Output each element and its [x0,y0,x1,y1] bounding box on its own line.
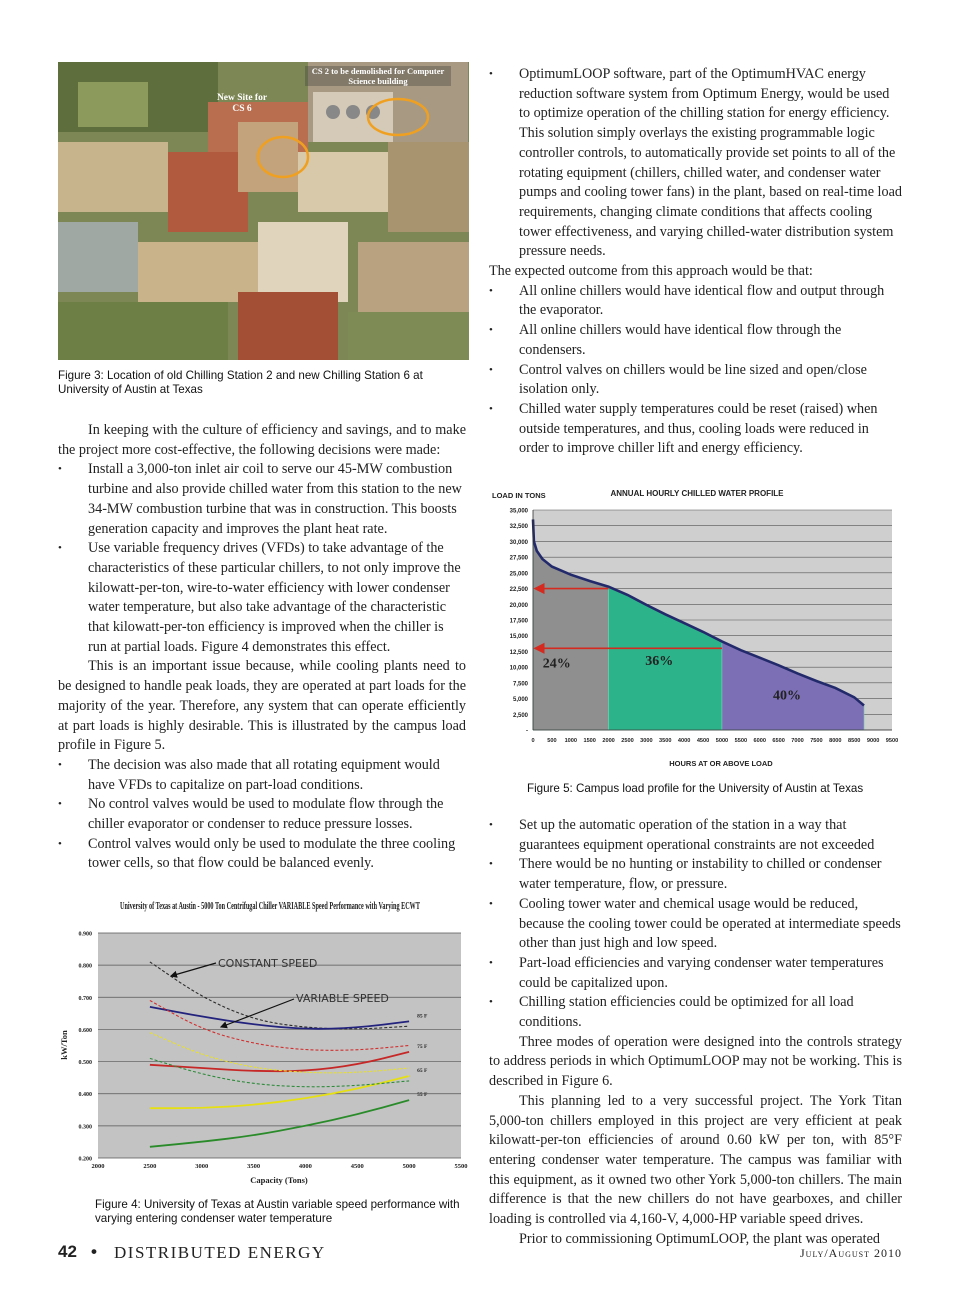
x-tick-label: 5500 [454,1163,468,1170]
decision-list-1 [58,460,466,657]
x-tick-label: 2500 [621,738,634,744]
left-column-text [58,421,466,874]
cs2-overlay-label: CS 2 to be demolished for Computer Science building [305,66,451,86]
x-tick-label: 500 [547,738,557,744]
y-tick-label: 0.700 [78,995,92,1002]
list-item: • Control valves would only be used to modulate the three cooling tower cells, so that flow could be balanced evenly. [58,835,466,874]
x-tick-label: 2000 [91,1163,105,1170]
x-tick-label: 5000 [402,1163,416,1170]
x-tick-label: 3500 [247,1163,261,1170]
figure-5-caption: Figure 5: Campus load profile for the University of Austin at Texas [527,782,864,795]
list-item: • Part-load efficiencies and varying condenser water temperatures could be capitalized upon. [489,954,902,993]
list-item: • Chilling station efficiencies could be optimized for all load conditions. [489,993,902,1032]
x-tick-label: 9000 [866,738,880,744]
chart-title: ANNUAL HOURLY CHILLED WATER PROFILE [610,489,784,498]
magazine-name: DISTRIBUTED ENERGY [114,1243,326,1262]
list-item: • There would be no hunting or instability to chilled or condenser water temperature, flow, or pressure. [489,855,902,894]
x-tick-label: 3000 [195,1163,209,1170]
variable-speed-annotation: VARIABLE SPEED [296,992,389,1005]
series-end-label: 55 F [417,1092,428,1099]
x-tick-label: 4500 [696,738,710,744]
y-tick-label: 12,500 [509,649,528,656]
y-tick-label: 0.200 [78,1156,92,1163]
y-tick-label: 10,000 [509,665,528,672]
y-tick-label: 15,000 [509,634,528,641]
x-tick-label: 7000 [791,738,804,744]
x-tick-label: 2000 [602,738,615,744]
optimum-list [489,65,902,262]
list-item: • OptimumLOOP software, part of the OptimumHVAC energy reduction software system from Optimum Energy, would be used to optimize operation of the chilling station for energy efficiency. This solution simply overlays the existing programmable logic controller controls, to automatically provide set points to all of the rotating equipment (chillers, chilled water, and condenser water pumps and cooling tower fans) in the plant, based on real-time load requirements, changing climate conditions that affects cooling tower effectiveness, and varying chilled-water distribution system pressure needs. [489,65,902,262]
page-number: 42 [58,1242,77,1261]
region-percent-label: 24% [542,656,571,672]
y-tick-label: 22,500 [509,587,528,594]
x-tick-label: 6000 [753,738,766,744]
x-tick-label: 4000 [677,738,691,744]
figure-5-chart [489,482,909,772]
x-tick-label: 5500 [734,738,748,744]
y-axis-label: kW/Ton [59,1030,69,1060]
figure-3-caption: Figure 3: Location of old Chilling Station 2 and new Chilling Station 6 at University of Austin at Texas [58,369,423,396]
chart-title-line-1: University of Texas at Austin - 5000 Ton Centrifugal Chiller VARIABLE Speed Performance with Varying ECWT [120,901,421,912]
list-item: • Control valves on chillers would be line sized and open/close isolation only. [489,361,902,400]
y-tick-label: 7,500 [512,681,528,688]
figure-4-caption: Figure 4: University of Texas at Austin variable speed performance with varying entering condenser water temperature [95,1198,460,1225]
x-tick-label: 4000 [298,1163,312,1170]
list-item: • Cooling tower water and chemical usage would be reduced, because the cooling tower could be operated at intermediate speeds other than just high and low speed. [489,895,902,954]
y-tick-label: 17,500 [509,618,528,625]
right-column-text-top [489,65,902,459]
series-end-label: 75 F [417,1043,428,1050]
x-axis-title: HOURS AT OR ABOVE LOAD [669,759,773,768]
y-tick-label: 0.500 [78,1060,92,1067]
campus-aerial-photo [58,62,469,360]
y-tick-label: 2,500 [512,712,528,719]
x-tick-label: 8500 [847,738,861,744]
x-tick-label: 4500 [350,1163,364,1170]
list-item: • The decision was also made that all rotating equipment would have VFDs to capitalize on part-load conditions. [58,756,466,795]
y-tick-label: 35,000 [509,508,528,515]
chiller-performance-chart [58,893,472,1188]
x-tick-label: 8000 [829,738,842,744]
list-item: • Use variable frequency drives (VFDs) to take advantage of the characteristics of these particular chillers, to not only improve the kilowatt-per-ton, wire-to-water efficiency with lower condenser water temperature, but also take advantage of the characteristic that kilowatt-per-ton efficiency is improved when the chiller is run at partial loads. Figure 4 demonstrates this effect. [58,539,466,657]
x-tick-label: 6500 [772,738,785,744]
y-tick-label: 27,500 [509,555,528,562]
right-column-text-bottom [489,816,902,1249]
outcome-list [489,282,902,459]
list-item: • All online chillers would have identical flow and output through the evaporator. [489,282,902,321]
paragraph: This planning led to a very successful project. The York Titan 5,000-ton chillers employed in this project are very efficient at peak kilowatt-per-ton efficiencies of around 0.60 kW per ton, with 85°F entering condenser water temperature. The campus was familiar with this equipment, as it owned two other York 5,000-ton chillers. The main difference is that the new chillers do not have gearboxes, and chiller loading is controlled via 4,160-V, 4,000-HP variable speed drives. [489,1092,902,1228]
paragraph: The expected outcome from this approach would be that: [489,263,813,280]
y-tick-label: 0.400 [78,1092,92,1099]
paragraph: In keeping with the culture of efficiency and savings, and to make the project more cost-effective, the following decisions were made: [58,422,466,458]
series-end-label: 85 F [417,1013,428,1020]
constant-speed-annotation: CONSTANT SPEED [218,957,318,970]
paragraph: Three modes of operation were designed into the controls strategy to address periods in which OptimumLOOP may not be working. This is described in Figure 6. [489,1033,902,1090]
y-tick-label: 0.800 [78,963,92,970]
y-tick-label: 0.300 [78,1124,92,1131]
y-tick-label: 30,000 [509,539,528,546]
list-item: • Install a 3,000-ton inlet air coil to serve our 45-MW combustion turbine and also provide chilled water from this station to the new 34-MW combustion turbine that was in construction. This boosts generation capacity and improves the plant heat rate. [58,460,466,539]
paragraph: Prior to commissioning OptimumLOOP, the plant was operated [519,1230,880,1247]
x-tick-label: 7500 [810,738,823,744]
y-tick-label: - [526,728,528,735]
issue-date: July/August 2010 [800,1246,902,1260]
y-axis-title: LOAD IN TONS [492,491,546,500]
footer-bullet: • [91,1242,97,1261]
y-tick-label: 5,000 [512,697,528,704]
list-item: • All online chillers would have identical flow through the condensers. [489,321,902,360]
x-tick-label: 3500 [659,738,672,744]
y-tick-label: 0.600 [78,1027,92,1034]
figure-4-chart [58,893,472,1188]
series-end-label: 65 F [417,1068,428,1075]
y-tick-label: 25,000 [509,571,528,578]
x-tick-label: 1500 [583,738,596,744]
y-tick-label: 0.900 [78,931,92,938]
paragraph: This is an important issue because, while cooling plants need to be designed to handle peak loads, they are operated at part loads for the majority of the year. Therefore, any system that can operate efficiently at part loads is highly desirable. This is illustrated by the campus load profile in Figure 5. [58,658,466,754]
x-tick-label: 1000 [564,738,578,744]
new-site-overlay-label: New Site for CS 6 [216,93,268,114]
x-tick-label: 2500 [143,1163,157,1170]
region-percent-label: 40% [772,688,801,704]
x-tick-label: 5000 [715,738,729,744]
load-profile-chart [489,482,909,772]
x-axis-label: Capacity (Tons) [250,1175,308,1185]
automation-list [489,816,902,1033]
y-tick-label: 32,500 [509,524,528,531]
list-item: • No control valves would be used to modulate flow through the chiller evaporator or condenser to reduce pressure losses. [58,795,466,834]
x-tick-label: 0 [531,738,535,744]
x-tick-label: 3000 [640,738,653,744]
page-footer [58,1242,908,1266]
list-item: • Chilled water supply temperatures could be reset (raised) when outside temperatures, and thus, cooling loads were reduced in order to improve chiller lift and energy efficiency. [489,400,902,459]
x-tick-label: 9500 [885,738,899,744]
decision-list-2 [58,756,466,874]
region-percent-label: 36% [645,654,674,670]
y-tick-label: 20,000 [509,602,528,609]
list-item: • Set up the automatic operation of the station in a way that guarantees equipment operational constraints are not exceeded [489,816,902,855]
